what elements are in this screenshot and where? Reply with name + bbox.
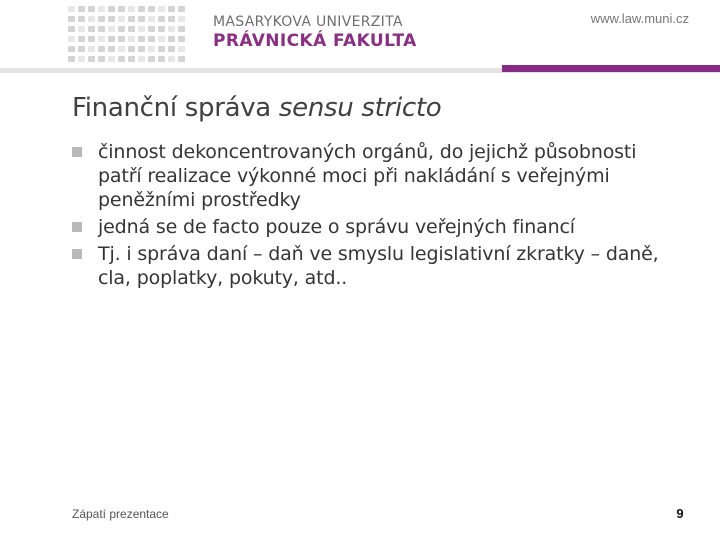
logo-pattern-mark (108, 16, 115, 22)
logo-pattern-mark (118, 56, 125, 62)
logo-pattern-mark (148, 46, 155, 52)
square-bullet-icon (72, 222, 82, 232)
logo-pattern-mark (138, 6, 145, 12)
logo-pattern-mark (108, 56, 115, 62)
logo-pattern-mark (128, 16, 135, 22)
logo-pattern-mark (128, 46, 135, 52)
logo-pattern-mark (68, 56, 75, 62)
slide-header (0, 0, 720, 70)
logo-pattern-mark (158, 56, 165, 62)
logo-pattern-mark (178, 56, 185, 62)
logo-pattern-mark (178, 36, 185, 42)
logo-pattern-mark (108, 26, 115, 32)
logo-pattern-mark (128, 26, 135, 32)
logo-pattern-mark (68, 46, 75, 52)
bullet-list (72, 140, 682, 293)
slide-title-italic: sensu stricto (278, 93, 442, 123)
logo-pattern-mark (168, 36, 175, 42)
logo-pattern-mark (88, 56, 95, 62)
page-number: 9 (676, 506, 684, 521)
purple-accent-bar (502, 65, 720, 72)
bullet-text: Tj. i správa daní – daň ve smyslu legislativní zkratky – daně, cla, poplatky, pokuty, atd.. (98, 243, 659, 289)
logo-pattern-mark (148, 6, 155, 12)
logo-pattern-mark (68, 26, 75, 32)
logo-pattern-mark (168, 46, 175, 52)
logo-pattern-mark (108, 46, 115, 52)
logo-pattern-mark (118, 36, 125, 42)
logo-pattern-mark (148, 56, 155, 62)
logo-pattern-mark (118, 26, 125, 32)
logo-pattern-mark (108, 36, 115, 42)
logo-pattern-mark (138, 46, 145, 52)
logo-pattern-mark (168, 26, 175, 32)
logo-pattern-mark (178, 16, 185, 22)
logo-pattern-mark (168, 56, 175, 62)
logo-pattern-mark (138, 36, 145, 42)
logo-pattern-mark (178, 46, 185, 52)
logo-pattern-mark (168, 6, 175, 12)
logo-pattern-mark (148, 16, 155, 22)
logo-pattern-mark (158, 46, 165, 52)
logo-pattern-mark (128, 36, 135, 42)
logo-pattern-mark (68, 36, 75, 42)
logo-pattern-mark (98, 26, 105, 32)
bullet-text: jedná se de facto pouze o správu veřejných financí (98, 216, 575, 238)
logo-pattern-mark (78, 36, 85, 42)
logo-pattern-mark (168, 16, 175, 22)
logo-pattern-mark (78, 46, 85, 52)
logo-pattern-mark (68, 16, 75, 22)
logo-pattern-mark (98, 56, 105, 62)
logo-pattern-mark (158, 26, 165, 32)
bullet-item-dekoncentrovane-organy (72, 140, 682, 212)
logo-pattern-mark (118, 46, 125, 52)
logo-pattern-mark (98, 46, 105, 52)
logo-pattern-mark (88, 6, 95, 12)
faculty-website: www.law.muni.cz (590, 11, 689, 26)
logo-pattern-mark (78, 6, 85, 12)
logo-pattern-mark (158, 16, 165, 22)
logo-pattern-mark (88, 46, 95, 52)
logo-pattern-mark (148, 36, 155, 42)
logo-pattern-mark (98, 16, 105, 22)
logo-pattern-mark (138, 16, 145, 22)
square-bullet-icon (72, 249, 82, 259)
logo-pattern-mark (88, 16, 95, 22)
slide-title (72, 94, 441, 123)
logo-pattern-mark (128, 6, 135, 12)
square-bullet-icon (72, 147, 82, 157)
logo-pattern-mark (68, 6, 75, 12)
logo-pattern-mark (158, 6, 165, 12)
footer-text: Zápatí prezentace (72, 507, 169, 521)
bullet-item-sprava-verejnych-financi (72, 215, 682, 239)
logo-pattern-mark (158, 36, 165, 42)
logo-pattern-mark (138, 56, 145, 62)
logo-pattern-mark (98, 6, 105, 12)
university-name: MASARYKOVA UNIVERZITA (213, 14, 403, 30)
logo-pattern-mark (128, 56, 135, 62)
logo-pattern-mark (78, 26, 85, 32)
logo-pattern-mark (178, 26, 185, 32)
bullet-text: činnost dekoncentrovaných orgánů, do jejichž působnosti patří realizace výkonné moci při nakládání s veřejnými peněžními prostředky (98, 141, 637, 211)
faculty-name: PRÁVNICKÁ FAKULTA (213, 31, 417, 51)
logo-pattern-mark (78, 56, 85, 62)
logo-pattern-mark (138, 26, 145, 32)
logo-pattern-mark (98, 36, 105, 42)
logo-pattern-mark (118, 6, 125, 12)
logo-pattern-mark (178, 6, 185, 12)
logo-pattern-mark (78, 16, 85, 22)
bullet-item-sprava-dani (72, 242, 682, 290)
logo-pattern-mark (148, 26, 155, 32)
logo-pattern-mark (88, 36, 95, 42)
logo-pattern-mark (118, 16, 125, 22)
faculty-logo-pattern (68, 6, 188, 68)
logo-pattern-mark (88, 26, 95, 32)
slide-title-main: Finanční správa (72, 93, 279, 123)
logo-pattern-mark (108, 6, 115, 12)
